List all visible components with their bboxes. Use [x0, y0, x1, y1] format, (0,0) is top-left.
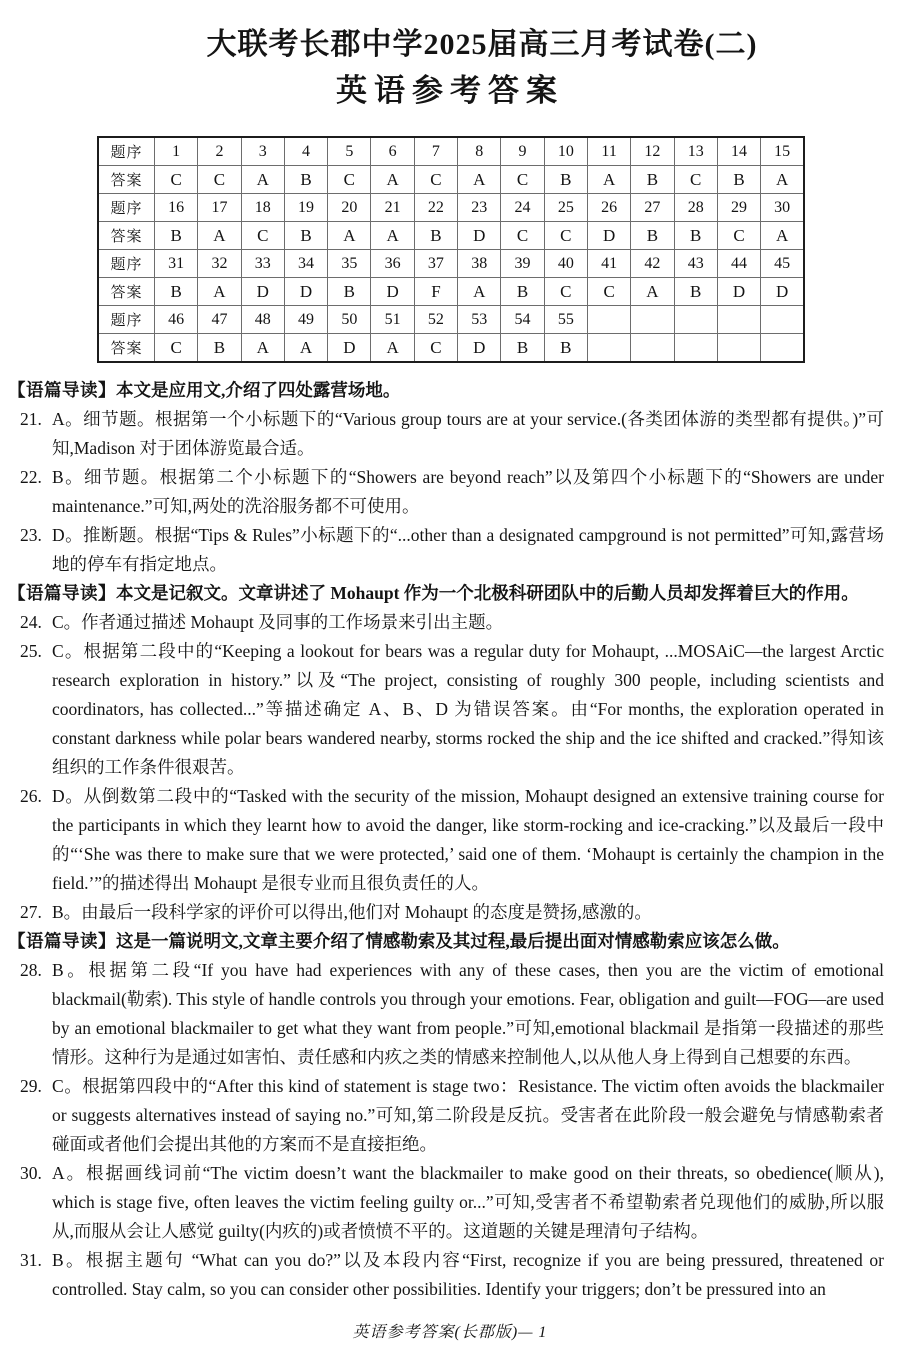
item-text: B。细节题。根据第二个小标题下的“Showers are beyond reach”以及第四个小标题下的“Showers are under maintenance.”可知,两处的洗浴服务都不可使用。	[52, 467, 884, 516]
answer-table	[97, 136, 805, 363]
answer-cell: A	[587, 166, 630, 194]
guide-label: 【语篇导读】	[8, 380, 116, 400]
answer-cell: A	[241, 334, 284, 363]
answer-cell	[761, 334, 804, 363]
guide-paragraph	[8, 376, 884, 405]
question-number-cell: 32	[198, 250, 241, 278]
question-number-cell: 30	[761, 194, 804, 222]
answer-cell: D	[587, 222, 630, 250]
item-number: 26.	[20, 786, 42, 806]
question-number-cell: 39	[501, 250, 544, 278]
question-number-cell: 31	[155, 250, 198, 278]
answer-cell: F	[414, 278, 457, 306]
question-number-cell: 21	[371, 194, 414, 222]
answer-cell: B	[717, 166, 760, 194]
row-label-cell: 题序	[98, 137, 155, 166]
question-number-cell: 29	[717, 194, 760, 222]
question-number-cell: 3	[241, 137, 284, 166]
guide-paragraph	[8, 579, 884, 608]
explanation-item	[8, 405, 884, 463]
answer-table-row	[98, 222, 804, 250]
answer-cell: C	[155, 166, 198, 194]
explanation-item	[8, 956, 884, 1072]
question-number-cell: 35	[328, 250, 371, 278]
answer-cell: C	[717, 222, 760, 250]
answer-cell: C	[544, 278, 587, 306]
answer-cell: B	[284, 222, 327, 250]
item-text: C。根据第二段中的“Keeping a lookout for bears was a regular duty for Mohaupt, ...MOSAiC—the largest Arctic research exploration in history.”以及“The project, consisting of roughly 300 people, including scientists and coordinators, has collected...”等描述确定 A、B、D 为错误答案。由“For months, the exploration operated in constant darkness while polar bears wandered nearby, storms rocked the ship and the ice shifted and cracked.”得知该组织的工作条件很艰苦。	[52, 641, 884, 777]
explanation-item	[8, 1072, 884, 1159]
question-number-cell	[717, 306, 760, 334]
explanation-item	[8, 898, 884, 927]
answer-table-row	[98, 194, 804, 222]
answer-cell: C	[587, 278, 630, 306]
answer-table-body	[98, 137, 804, 362]
answer-cell: A	[328, 222, 371, 250]
answer-cell: C	[414, 166, 457, 194]
question-number-cell: 43	[674, 250, 717, 278]
answer-cell: A	[458, 278, 501, 306]
question-number-cell: 19	[284, 194, 327, 222]
answer-cell: A	[371, 334, 414, 363]
question-number-cell: 17	[198, 194, 241, 222]
question-number-cell: 6	[371, 137, 414, 166]
explanations	[8, 376, 884, 1304]
question-number-cell: 14	[717, 137, 760, 166]
question-number-cell: 22	[414, 194, 457, 222]
explanation-item	[8, 782, 884, 898]
question-number-cell: 55	[544, 306, 587, 334]
answer-cell	[674, 334, 717, 363]
row-label-cell: 题序	[98, 250, 155, 278]
question-number-cell: 20	[328, 194, 371, 222]
question-number-cell: 50	[328, 306, 371, 334]
explanation-item	[8, 637, 884, 782]
item-text: C。根据第四段中的“After this kind of statement is stage two：Resistance. The victim often avoids the blackmailer or suggests alternatives instead of saying no.”可知,第二阶段是反抗。受害者在此阶段一般会避免与情感勒索者碰面或者他们会提出其他的方案而不是直接拒绝。	[52, 1076, 884, 1154]
item-number: 25.	[20, 641, 42, 661]
row-label-cell: 题序	[98, 194, 155, 222]
question-number-cell: 13	[674, 137, 717, 166]
row-label-cell: 答案	[98, 278, 155, 306]
question-number-cell: 52	[414, 306, 457, 334]
question-number-cell: 12	[631, 137, 674, 166]
explanation-item	[8, 463, 884, 521]
answer-cell: B	[631, 166, 674, 194]
guide-text: 本文是记叙文。文章讲述了 Mohaupt 作为一个北极科研团队中的后勤人员却发挥着巨大的作用。	[116, 583, 859, 603]
answer-cell: A	[761, 166, 804, 194]
question-number-cell: 37	[414, 250, 457, 278]
question-number-cell: 9	[501, 137, 544, 166]
item-number: 24.	[20, 612, 42, 632]
item-text: A。细节题。根据第一个小标题下的“Various group tours are at your service.(各类团体游的类型都有提供。)”可知,Madison 对于团体游览最合适。	[52, 409, 884, 458]
answer-cell: D	[328, 334, 371, 363]
explanation-item	[8, 521, 884, 579]
answer-table-row	[98, 306, 804, 334]
question-number-cell	[761, 306, 804, 334]
answer-cell	[631, 334, 674, 363]
item-number: 22.	[20, 467, 42, 487]
answer-cell: B	[155, 222, 198, 250]
row-label-cell: 题序	[98, 306, 155, 334]
answer-cell: D	[371, 278, 414, 306]
answer-cell: B	[501, 334, 544, 363]
guide-label: 【语篇导读】	[8, 583, 116, 603]
question-number-cell: 10	[544, 137, 587, 166]
question-number-cell	[587, 306, 630, 334]
question-number-cell: 44	[717, 250, 760, 278]
answer-cell: A	[241, 166, 284, 194]
question-number-cell: 42	[631, 250, 674, 278]
item-text: B。根据主题句 “What can you do?”以及本段内容“First, recognize if you are being pressured, threatened or controlled. Stay calm, so you can consider other possibilities. Identify your triggers; don’t be pressured into an	[52, 1250, 884, 1299]
item-number: 29.	[20, 1076, 42, 1096]
question-number-cell: 24	[501, 194, 544, 222]
guide-text: 本文是应用文,介绍了四处露营场地。	[116, 380, 401, 400]
item-text: B。根据第二段“If you have had experiences with any of these cases, then you are the victim of emotional blackmail(勒索). This style of handle controls you through your emotions. Fear, obligation and guilt—FOG—are used by an emotional blackmailer to get what they want from people.”可知,emotional blackmail 是指第一段描述的那些情形。这种行为是通过如害怕、责任感和内疚之类的情感来控制他人,以从他人身上得到自己想要的东西。	[52, 960, 884, 1067]
item-number: 30.	[20, 1163, 42, 1183]
answer-cell: B	[631, 222, 674, 250]
answer-table-row	[98, 137, 804, 166]
question-number-cell: 28	[674, 194, 717, 222]
question-number-cell: 11	[587, 137, 630, 166]
answer-cell: B	[155, 278, 198, 306]
question-number-cell: 7	[414, 137, 457, 166]
answer-cell	[717, 334, 760, 363]
question-number-cell: 8	[458, 137, 501, 166]
answer-cell: B	[674, 222, 717, 250]
answer-cell: A	[371, 166, 414, 194]
item-text: D。推断题。根据“Tips & Rules”小标题下的“...other than a designated campground is not permitted”可知,露营场地的停车有指定地点。	[52, 525, 884, 574]
answer-cell: C	[674, 166, 717, 194]
question-number-cell: 51	[371, 306, 414, 334]
explanation-item	[8, 1246, 884, 1304]
guide-paragraph	[8, 927, 884, 956]
question-number-cell: 5	[328, 137, 371, 166]
answer-cell: A	[458, 166, 501, 194]
answer-cell: C	[501, 166, 544, 194]
question-number-cell	[674, 306, 717, 334]
page-title: 大联考长郡中学2025届高三月考试卷(二)	[206, 28, 758, 61]
item-number: 31.	[20, 1250, 42, 1270]
answer-cell: D	[717, 278, 760, 306]
question-number-cell: 27	[631, 194, 674, 222]
answer-table-row	[98, 334, 804, 363]
answer-cell: C	[501, 222, 544, 250]
item-text: A。根据画线词前“The victim doesn’t want the blackmailer to make good on their threats, so obedience(顺从), which is stage five, often leaves the victim feeling guilty or...”可知,受害者不希望勒索者兑现他们的威胁,所以服从,而服从会让人感觉 guilty(内疚的)或者愤愤不平的。这道题的关键是理清句子结构。	[52, 1163, 884, 1241]
question-number-cell: 41	[587, 250, 630, 278]
answer-cell: B	[414, 222, 457, 250]
question-number-cell: 16	[155, 194, 198, 222]
question-number-cell: 53	[458, 306, 501, 334]
answer-cell: B	[198, 334, 241, 363]
answer-cell: C	[544, 222, 587, 250]
question-number-cell: 33	[241, 250, 284, 278]
answer-cell: A	[761, 222, 804, 250]
item-text: B。由最后一段科学家的评价可以得出,他们对 Mohaupt 的态度是赞扬,感激的。	[52, 902, 652, 922]
explanation-item	[8, 608, 884, 637]
question-number-cell: 26	[587, 194, 630, 222]
item-number: 28.	[20, 960, 42, 980]
answer-table-row	[98, 250, 804, 278]
answer-cell: D	[284, 278, 327, 306]
question-number-cell: 2	[198, 137, 241, 166]
answer-table-row	[98, 166, 804, 194]
item-number: 27.	[20, 902, 42, 922]
question-number-cell: 40	[544, 250, 587, 278]
answer-cell: B	[501, 278, 544, 306]
question-number-cell: 47	[198, 306, 241, 334]
answer-cell: C	[241, 222, 284, 250]
question-number-cell: 38	[458, 250, 501, 278]
answer-cell: B	[544, 166, 587, 194]
item-number: 21.	[20, 409, 42, 429]
item-text: D。从倒数第二段中的“Tasked with the security of the mission, Mohaupt designed an extensive training course for the participants in which they learnt how to avoid the danger, like storm-rocking and ice-cracking.”以及最后一段中的“‘She was there to make sure that we were protected,’ said one of them. ‘Mohaupt is certainly the champion in the field.’”的描述得出 Mohaupt 是很专业而且很负责任的人。	[52, 786, 884, 893]
question-number-cell: 34	[284, 250, 327, 278]
answer-cell: C	[414, 334, 457, 363]
answer-cell: B	[284, 166, 327, 194]
question-number-cell: 49	[284, 306, 327, 334]
question-number-cell: 48	[241, 306, 284, 334]
answer-cell: D	[761, 278, 804, 306]
question-number-cell: 23	[458, 194, 501, 222]
answer-cell: A	[284, 334, 327, 363]
answer-cell: B	[674, 278, 717, 306]
item-text: C。作者通过描述 Mohaupt 及同事的工作场景来引出主题。	[52, 612, 504, 632]
question-number-cell: 4	[284, 137, 327, 166]
answer-cell: A	[198, 222, 241, 250]
answer-cell: A	[631, 278, 674, 306]
page-subtitle: 英语参考答案	[336, 73, 564, 108]
row-label-cell: 答案	[98, 334, 155, 363]
answer-cell: B	[328, 278, 371, 306]
answer-cell: B	[544, 334, 587, 363]
answer-cell: A	[371, 222, 414, 250]
question-number-cell: 54	[501, 306, 544, 334]
row-label-cell: 答案	[98, 166, 155, 194]
question-number-cell: 18	[241, 194, 284, 222]
guide-text: 这是一篇说明文,文章主要介绍了情感勒索及其过程,最后提出面对情感勒索应该怎么做。	[116, 931, 790, 951]
question-number-cell: 15	[761, 137, 804, 166]
row-label-cell: 答案	[98, 222, 155, 250]
question-number-cell: 1	[155, 137, 198, 166]
answer-table-row	[98, 278, 804, 306]
question-number-cell: 46	[155, 306, 198, 334]
answer-cell: C	[198, 166, 241, 194]
question-number-cell: 36	[371, 250, 414, 278]
question-number-cell	[631, 306, 674, 334]
question-number-cell: 45	[761, 250, 804, 278]
answer-cell: C	[155, 334, 198, 363]
answer-cell: A	[198, 278, 241, 306]
answer-cell: D	[241, 278, 284, 306]
guide-label: 【语篇导读】	[8, 931, 116, 951]
answer-cell	[587, 334, 630, 363]
answer-cell: D	[458, 334, 501, 363]
item-number: 23.	[20, 525, 42, 545]
page-footer: 英语参考答案(长郡版)— 1	[352, 1324, 548, 1341]
answer-cell: D	[458, 222, 501, 250]
answer-cell: C	[328, 166, 371, 194]
explanation-item	[8, 1159, 884, 1246]
question-number-cell: 25	[544, 194, 587, 222]
